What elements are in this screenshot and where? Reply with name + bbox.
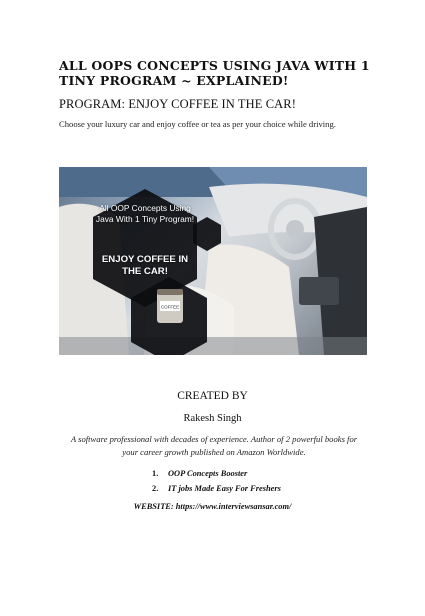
list-item [152,466,372,481]
intro-paragraph: Choose your luxury car and enjoy coffee or tea as per your choice while driving. [59,119,336,129]
book-title: OOP Concepts Booster [168,469,248,478]
book-number: 2. [152,484,159,493]
page-title: ALL OOPS CONCEPTS USING JAVA WITH 1 TINY PROGRAM ~ EXPLAINED! [59,58,370,88]
book-number: 1. [152,469,159,478]
program-subtitle: PROGRAM: ENJOY COFFEE IN THE CAR! [59,97,297,111]
hero-image [59,167,367,355]
cup-label: COFFEE [160,304,180,310]
hero-caption: All OOP Concepts Using Java With 1 Tiny Program! [95,203,195,224]
website-link[interactable]: WEBSITE: https://www.interviewsansar.com/ [133,502,292,511]
author-name: Rakesh Singh [183,413,242,424]
created-by-heading: CREATED BY [177,390,248,402]
book-list [152,466,372,496]
list-item [152,481,372,496]
book-title: IT jobs Made Easy For Freshers [168,484,281,493]
author-bio: A software professional with decades of experience. Author of 2 powerful books for your career growth published on Amazon Worldwide. [70,434,358,457]
hero-headline: ENJOY COFFEE IN THE CAR! [101,254,189,277]
